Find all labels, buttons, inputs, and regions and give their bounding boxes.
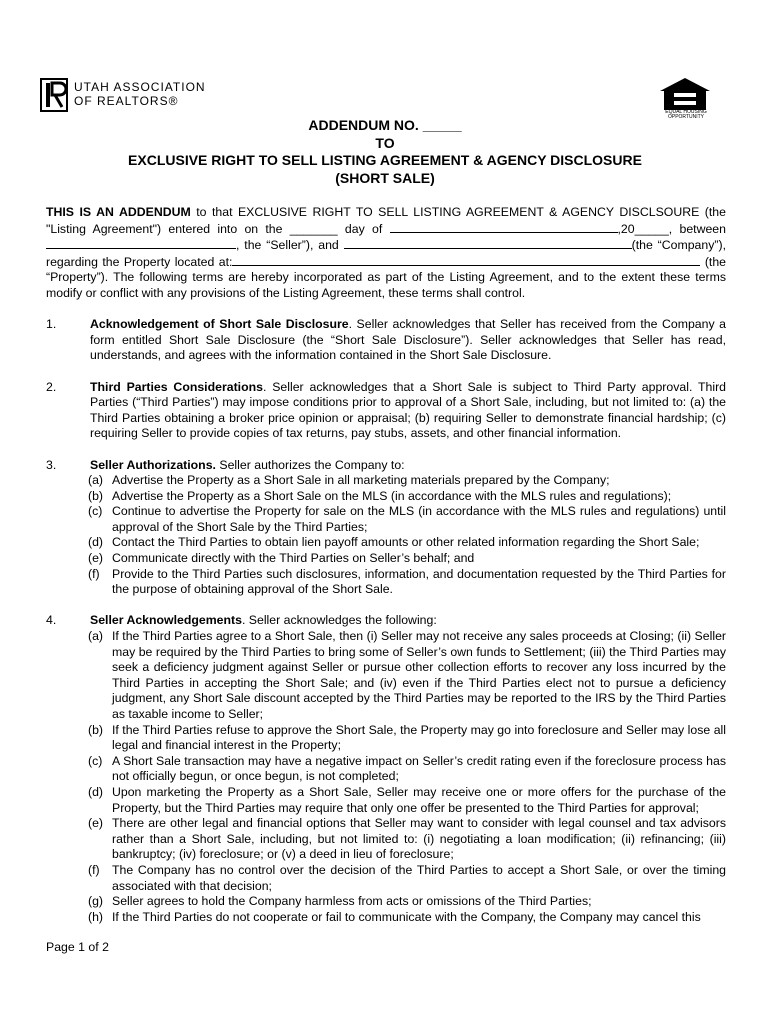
item-letter: (f) [88, 862, 100, 877]
intro-text-4: (the “Company”), regarding the Property located at: [46, 238, 726, 269]
item-text: There are other legal and financial options that Seller may want to consider with legal counsel and tax advisors rather than a Short Sale, including, but not limited to: (i) negotiating a loan modification; (ii) refinancing; (iii) bankruptcy; (iv) foreclosure; or (v) a deed in lieu of foreclosure; [112, 816, 726, 862]
item-text: Upon marketing the Property as a Short Sale, Seller may receive one or more offers for the purchase of the Property, but the Third Parties may require that only one offer be presented to the Third Parties for approval; [112, 784, 726, 815]
page-number: Page 1 of 2 [46, 940, 109, 954]
item-letter: (d) [88, 535, 104, 550]
item-letter: (g) [88, 894, 104, 909]
list-item [88, 910, 726, 926]
seller-blank[interactable] [46, 237, 236, 249]
item-text: If the Third Parties refuse to approve the Short Sale, the Property may go into foreclosure and Seller may lose all legal and financial interest in the Property; [112, 722, 726, 753]
item-text: Contact the Third Parties to obtain lien payoff amounts or other related information regarding the Short Sale; [112, 535, 700, 550]
item-text: A Short Sale transaction may have a negative impact on Seller’s credit rating even if the foreclosure process has not officially begun, or once begun, is not completed; [112, 753, 726, 784]
item-letter: (a) [88, 473, 104, 488]
intro-text-1: to that EXCLUSIVE RIGHT TO SELL LISTING AGREEMENT & AGENCY DISCLSOURE (the "Listing Agreement") entered into on the _______ day of [46, 205, 726, 236]
intro-text-2: ,20_____, between [617, 221, 726, 236]
section-1 [46, 317, 726, 364]
list-item [88, 535, 726, 551]
intro-lead: THIS IS AN ADDENDUM [46, 205, 191, 219]
section-heading: Seller Acknowledgements [90, 613, 242, 628]
list-item [88, 723, 726, 754]
org-name [74, 80, 206, 108]
intro-text-3: , the “Seller”), and [236, 238, 344, 253]
section-3 [46, 458, 726, 474]
item-letter: (b) [88, 488, 104, 503]
intro-text-5: (the “Property”). The following terms are hereby incorporated as part of the Listing Agreement, and to the extent these terms modify or conflict with any provisions of the Listing Agreement, these terms shall control. [46, 254, 727, 300]
list-item [88, 754, 726, 785]
item-letter: (e) [88, 551, 104, 566]
item-text: Communicate directly with the Third Parties on Seller’s behalf; and [112, 551, 475, 566]
eho-line2: OPPORTUNITY [667, 114, 705, 120]
list-item [88, 894, 726, 910]
eho-line1: EQUAL HOUSING [665, 109, 707, 115]
equal-housing-icon [658, 77, 712, 111]
section-3-items [88, 473, 726, 598]
title-line1: ADDENDUM NO. _____ [308, 117, 462, 133]
item-letter: (e) [88, 816, 104, 831]
section-4 [46, 613, 726, 629]
section-heading: Third Parties Considerations [90, 379, 263, 394]
section-text: . Seller acknowledges the following: [241, 613, 437, 628]
intro-paragraph [46, 205, 726, 302]
list-item [88, 863, 726, 894]
list-item [88, 551, 726, 567]
item-letter: (h) [88, 909, 104, 924]
section-text: . Seller acknowledges that a Short Sale is subject to Third Party approval. Third Parties (“Third Parties”) may impose conditions prior to approval of a Short Sale, including, but not limited to: (a) the Third Parties obtaining a broker price opinion or appraisal; (b) requiring Seller to demonstrate financial hardship; (c) requiring Seller to provide copies of tax returns, pay stubs, assets, and other financial information. [90, 379, 727, 441]
list-item [88, 785, 726, 816]
item-letter: (b) [88, 722, 104, 737]
title-line3: EXCLUSIVE RIGHT TO SELL LISTING AGREEMENT & AGENCY DISCLOSURE [128, 152, 642, 168]
section-number: 4. [46, 613, 57, 628]
list-item [88, 629, 726, 723]
section-heading: Acknowledgement of Short Sale Disclosure [90, 317, 349, 332]
list-item [88, 489, 726, 505]
section-number: 3. [46, 457, 57, 472]
list-item [88, 504, 726, 535]
item-text: If the Third Parties do not cooperate or fail to communicate with the Company, the Company may cancel this [112, 909, 701, 924]
section-2 [46, 380, 726, 442]
date-blank[interactable] [390, 221, 618, 233]
list-item [88, 567, 726, 598]
document-body [46, 205, 726, 925]
org-name-line1: UTAH ASSOCIATION [74, 80, 206, 94]
section-text: . Seller acknowledges that Seller has received from the Company a form entitled Short Sale Disclosure (the “Short Sale Disclosure”). Seller acknowledges that Seller has read, understands, and agrees with the information contained in the Short Sale Disclosure. [90, 317, 726, 363]
title-line4: (SHORT SALE) [335, 169, 435, 186]
item-letter: (a) [88, 629, 104, 644]
section-text: Seller authorizes the Company to: [215, 457, 405, 472]
document-title [0, 114, 770, 187]
list-item [88, 473, 726, 489]
item-letter: (f) [88, 566, 100, 581]
item-letter: (d) [88, 784, 104, 799]
item-text: Advertise the Property as a Short Sale in all marketing materials prepared by the Company; [112, 473, 610, 488]
property-blank[interactable] [232, 254, 700, 266]
item-text: Advertise the Property as a Short Sale on the MLS (in accordance with the MLS rules and regulations); [112, 488, 672, 503]
item-letter: (c) [88, 504, 103, 519]
item-text: Provide to the Third Parties such disclosures, information, and documentation requested by the Third Parties for the purpose of obtaining approval of the Short Sale. [112, 566, 726, 597]
item-text: Continue to advertise the Property for sale on the MLS (in accordance with the MLS rules and regulations) until approval of the Short Sale by the Third Parties; [112, 504, 726, 534]
item-text: Seller agrees to hold the Company harmless from acts or omissions of the Third Parties; [112, 894, 592, 909]
item-text: If the Third Parties agree to a Short Sale, then (i) Seller may not receive any sales proceeds at Closing; (ii) Seller may be required by the Third Parties to bring some of Seller’s own funds to Settlement; (iii) the Third Parties may seek a deficiency judgment against Seller or pursue other collection efforts to recover any loss incurred by the Third Parties in accepting the Short Sale; and (iv) even if the Third Parties elect not to pursue a deficiency judgment, any Short Sale discount accepted by the Third Parties may be reported to the IRS by the Third Parties as taxable income to Seller; [112, 629, 726, 721]
section-heading: Seller Authorizations. [90, 457, 216, 472]
org-name-line2: OF REALTORS® [74, 94, 179, 108]
realtor-logo-icon [40, 78, 68, 112]
section-number: 1. [46, 317, 57, 332]
title-line2: TO [375, 134, 395, 151]
list-item [88, 816, 726, 863]
item-text: The Company has no control over the decision of the Third Parties to accept a Short Sale, or over the timing associated with that decision; [112, 862, 726, 893]
section-number: 2. [46, 379, 57, 394]
item-letter: (c) [88, 753, 103, 768]
company-blank[interactable] [344, 237, 632, 249]
section-4-items [88, 629, 726, 925]
